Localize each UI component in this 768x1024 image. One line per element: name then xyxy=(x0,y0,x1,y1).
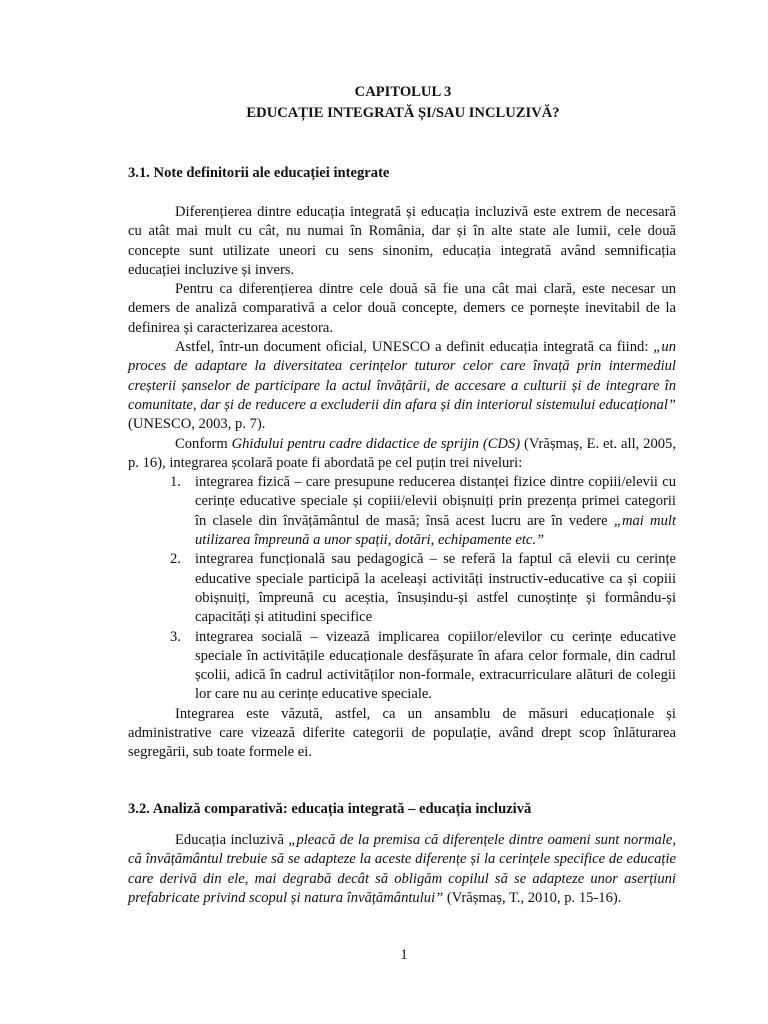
section-heading-3-1: 3.1. Note definitorii ale educației integrate xyxy=(128,165,390,181)
page-number: 1 xyxy=(400,947,408,963)
section-body-3-1 xyxy=(128,203,676,763)
citation: (UNESCO, 2003, p. 7). xyxy=(128,416,266,433)
paragraph xyxy=(128,831,676,908)
paragraph: Integrarea este văzută, astfel, ca un ansamblu de măsuri educaționale și administrative care vizează diferite categorii de populație, având drept scop înlăturarea segregării, sub toate formele ei. xyxy=(128,705,676,761)
list-item xyxy=(170,628,676,705)
list-number: 3. xyxy=(170,628,181,645)
paragraph: Diferențierea dintre educația integrată și educația incluzivă este extrem de necesară cu atât mai mult cu cât, nu numai în România, dar și în alte state ale lumii, cele două concepte sunt utilizate uneori cu sens sinonim, educația integrată având semnificația educației incluzive și invers. xyxy=(128,204,676,278)
list-item xyxy=(170,550,676,627)
list-item xyxy=(170,473,676,550)
chapter-label: CAPITOLUL 3 xyxy=(354,84,452,100)
paragraph-text: Conform xyxy=(175,435,232,452)
list-item-text: integrarea fizică – care presupune reducerea distanței fizice dintre copiii/elevii cu cerințe educative speciale și copiii/elevii obișnuiți prin prezența primei categorii în clasele din învățământul de masă; însă acest lucru are în vedere xyxy=(195,474,676,529)
paragraph-text: Educația incluzivă xyxy=(175,832,289,848)
list-item-text: integrarea funcțională sau pedagogică – se referă la faptul că elevii cu cerințe educative speciale participă la aceleași activități instructiv-educative ca și copiii obișnuiți, împreună cu aceștia, însușindu-și astfel cunoștințe și formându-și capacități și atitudini specifice xyxy=(195,551,676,626)
paragraph-text: (Vrășmaș, E. et. all, 2005, p. 16), integrarea școlară poate fi abordată pe cel puțin trei niveluri: xyxy=(128,435,676,471)
citation: (Vrășmaș, T., 2010, p. 15-16). xyxy=(443,889,622,906)
list-number: 1. xyxy=(170,474,181,491)
list-item-quote: „mai mult utilizarea împreună a unor spații, dotări, echipamente etc.” xyxy=(195,512,676,549)
inclusive-education-quote: „pleacă de la premisa că diferențele dintre oameni sunt normale, că învățământul trebuie să se adapteze la aceste diferențe și la cerințele specifice de educație care derivă din ele, mai degrabă decât să obligăm copilul să se adapteze unor aserțiuni prefabricate privind scopul și natura învățământului” xyxy=(128,832,676,906)
paragraph-text: Astfel, într-un document oficial, UNESCO a definit educația integrată ca fiind: xyxy=(175,339,654,356)
guide-title: Ghidului pentru cadre didactice de sprijin (CDS) xyxy=(231,435,521,452)
paragraph: Pentru ca diferențierea dintre cele două să fie una cât mai clară, este necesar un demers de analiză comparativă a celor două concepte, demers ce pornește inevitabil de la definirea și caracterizarea acestora. xyxy=(128,281,676,336)
chapter-title: EDUCAȚIE INTEGRATĂ ȘI/SAU INCLUZIVĂ? xyxy=(246,105,560,121)
paragraph xyxy=(128,338,676,434)
paragraph xyxy=(128,435,676,474)
section-body-3-2 xyxy=(128,831,676,908)
list-number: 2. xyxy=(170,551,181,568)
section-heading-3-2: 3.2. Analiză comparativă: educația integrată – educația incluzivă xyxy=(128,801,532,817)
integration-levels-list xyxy=(128,473,676,705)
list-item-text: integrarea socială – vizează implicarea copiilor/elevilor cu cerințe educative speciale în activitățile educaționale desfășurate în afara celor formale, din cadrul școlii, adică în cadrul activităților non-formale, extracurriculare alături de colegii lor care nu au cerințe educative speciale. xyxy=(195,628,676,703)
unesco-definition-quote: „un proces de adaptare la diversitatea cerințelor tuturor celor care învață prin intermediul creșterii șanselor de participare la actul învățării, de accesare a culturii și de integrare în comunitate, dar și de reducere a excluderii din afara și din interiorul sistemului educațional” xyxy=(128,339,676,413)
